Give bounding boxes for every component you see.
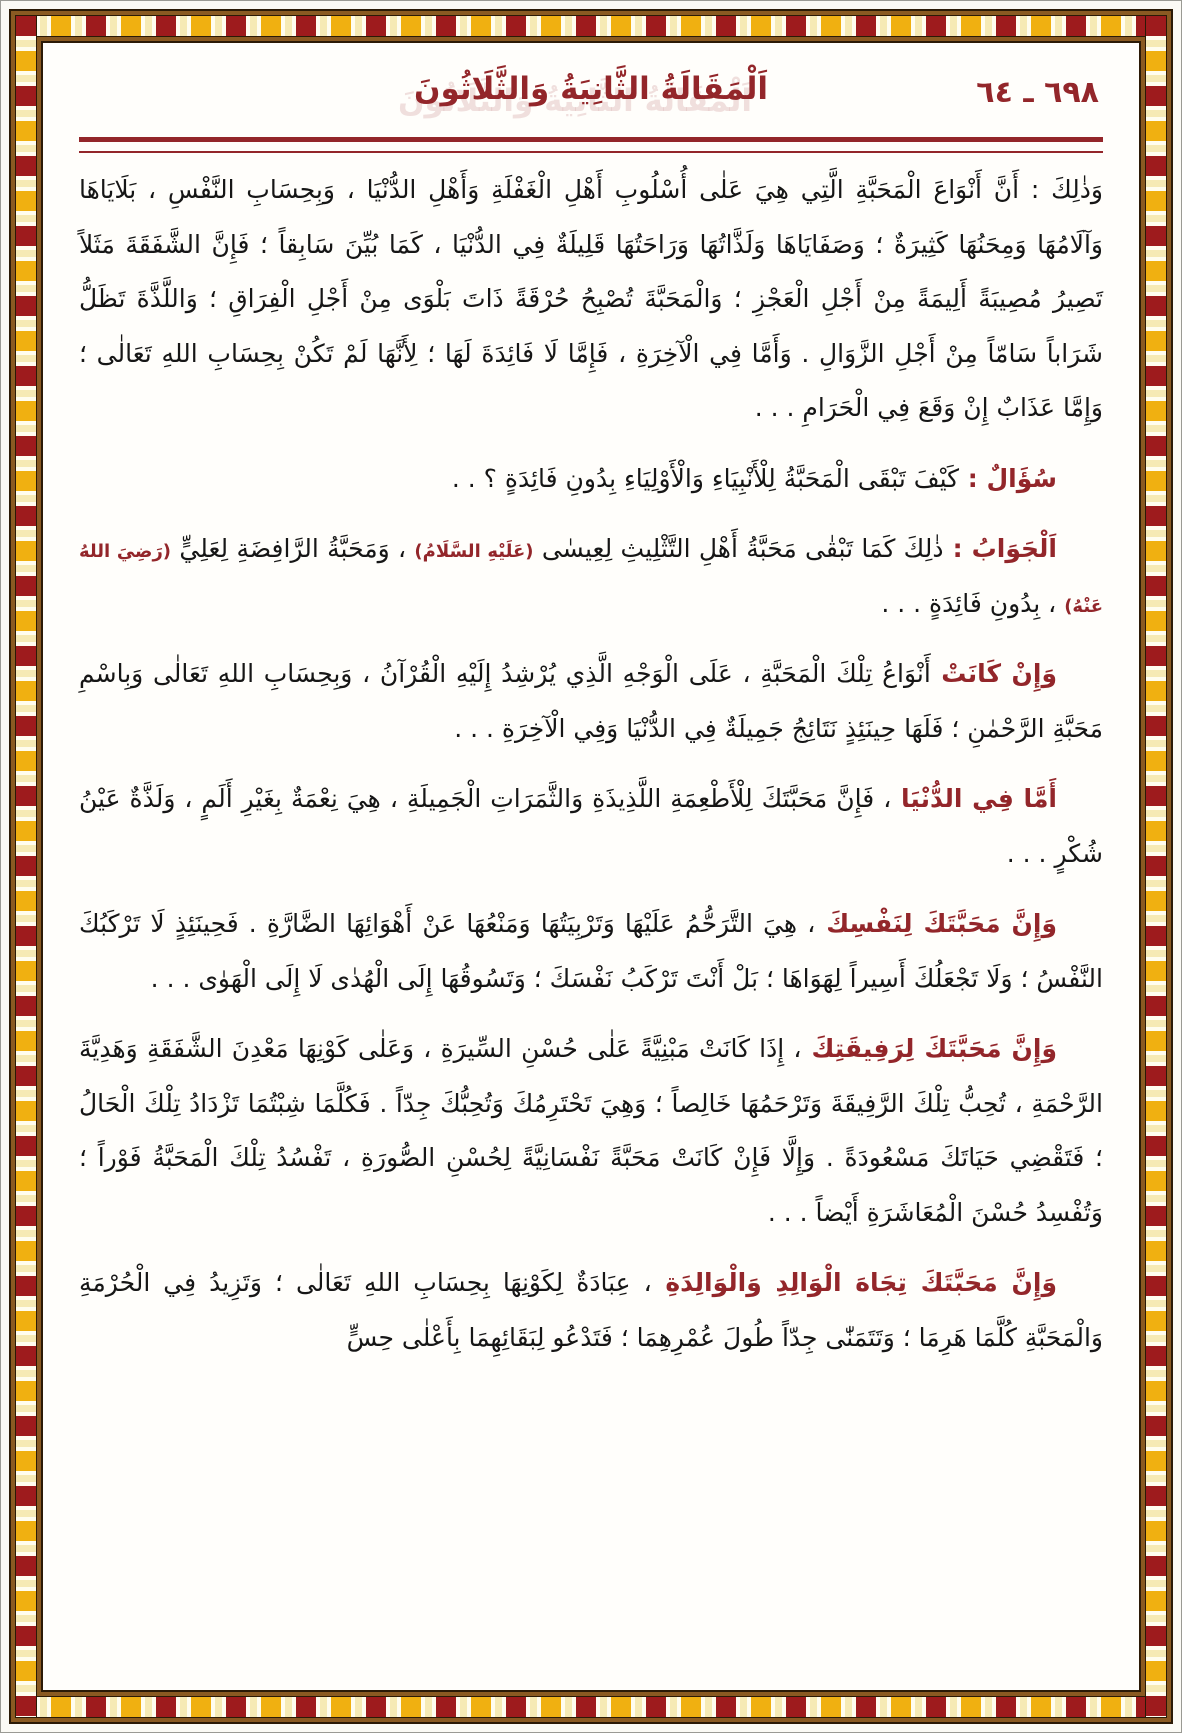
header-double-rule [79,137,1103,153]
paragraph [79,1256,1103,1365]
body-text: ، عِبَادَةٌ لِكَوْنِهَا بِحِسَابِ اللهِ تَعَالٰى ؛ وَتَزِيدُ فِي الْحُرْمَةِ وَالْمَحَبَّةِ كُلَّمَا هَرِمَا ؛ وَتَتَمَنّٰى جِدّاً طُولَ عُمْرِهِمَا ؛ فَتَدْعُو لِبَقَائِهِمَا بِأَعْلٰى حِسٍّ [79,1268,1103,1352]
paragraph [79,772,1103,881]
chain-border-right [1145,15,1167,1718]
lead-in-text: اَلْجَوَابُ : [943,534,1057,563]
body-text: ، فَإِنَّ مَحَبَّتَكَ لِلْأَطْعِمَةِ اللَّذِيذَةِ وَالثَّمَرَاتِ الْجَمِيلَةِ ، هِيَ نِعْمَةٌ بِغَيْرِ أَلَمٍ ، وَلَذَّةٌ عَيْنُ شُكْرٍ . . . [79,784,1103,868]
body-text: كَيْفَ تَبْقَى الْمَحَبَّةُ لِلْأَنْبِيَاءِ وَالْأَوْلِيَاءِ بِدُونِ فَائِدَةٍ ؟ . . [451,463,960,493]
paragraph [79,897,1103,1006]
page-title: اَلْمَقَالَةُ الثَّانِيَةُ وَالثَّلَاثُونَ [414,71,768,107]
body-text: ، وَمَحَبَّةُ الرَّافِضَةِ لِعَلِيٍّ [171,534,415,563]
page-number: ٦٩٨ ـ ٦٤ [976,75,1099,110]
page-header [79,69,1103,135]
paragraph [79,1022,1103,1240]
paragraph [79,163,1103,436]
chain-border-top [15,15,1167,37]
body-text: وَذٰلِكَ : أَنَّ أَنْوَاعَ الْمَحَبَّةِ الَّتِي هِيَ عَلٰى أُسْلُوبِ أَهْلِ الْغَفْلَةِ وَأَهْلِ الدُّنْيَا ، وَبِحِسَابِ النَّفْسِ ، بَلَايَاهَا وَآلَامُهَا وَمِحَنُهَا كَثِيرَةٌ ؛ وَصَفَايَاهَا وَلَذَّاتُهَا وَرَاحَتُهَا قَلِيلَةٌ فِي الدُّنْيَا ، كَمَا بُيِّنَ سَابِقاً ؛ فَإِنَّ الشَّفَقَةَ مَثَلاً تَصِيرُ مُصِيبَةً أَلِيمَةً مِنْ أَجْلِ الْعَجْزِ ؛ وَالْمَحَبَّةَ تُصْبِحُ حُرْقَةً ذَاتَ بَلْوَى مِنْ أَجْلِ الْفِرَاقِ ؛ وَاللَّذَّةَ تَظَلُّ شَرَاباً سَامّاً مِنْ أَجْلِ الزَّوَالِ . وَأَمَّا فِي الْآخِرَةِ ، فَإِمَّا لَا فَائِدَةَ لَهَا ؛ لِأَنَّهَا لَمْ تَكُنْ بِحِسَابِ اللهِ تَعَالٰى ؛ وَإِمَّا عَذَابٌ إِنْ وَقَعَ فِي الْحَرَامِ . . . [79,175,1103,422]
paragraph [79,647,1103,756]
lead-in-text: سُؤَالٌ : [959,463,1057,493]
chain-border-left [15,15,37,1718]
page-body [79,163,1103,1365]
body-text: ذٰلِكَ كَمَا تَبْقٰى مَحَبَّةُ أَهْلِ التَّثْلِيثِ لِعِيسٰى [533,534,944,563]
body-text: ، هِيَ التَّرَحُّمُ عَلَيْهَا وَتَرْبِيَتُهَا وَمَنْعُهَا عَنْ أَهْوَائِهَا الضَّارَّةِ . فَحِينَئِذٍ لَا تَرْكَبُكَ النَّفْسُ ؛ وَلَا تَجْعَلُكَ أَسِيراً لِهَوَاهَا ؛ بَلْ أَنْتَ تَرْكَبُ نَفْسَكَ ؛ وَتَسُوقُهَا إِلَى الْهُدٰى لَا إِلَى الْهَوٰى . . . [79,909,1103,993]
paragraph [79,452,1103,507]
lead-in-text: أَمَّا فِي الدُّنْيَا [891,784,1057,813]
body-text: ، بِدُونِ فَائِدَةٍ . . . [881,588,1065,618]
chain-border-bottom [15,1696,1167,1718]
body-text: أَنْوَاعُ تِلْكَ الْمَحَبَّةِ ، عَلَى الْوَجْهِ الَّذِي يُرْشِدُ إِلَيْهِ الْقُرْآنُ ، وَبِحِسَابِ اللهِ تَعَالٰى وَبِاسْمِ مَحَبَّةِ الرَّحْمٰنِ ؛ فَلَهَا حِينَئِذٍ نَتَائِجُ جَمِيلَةٌ فِي الدُّنْيَا وَفِي الْآخِرَةِ . . . [79,659,1103,743]
paragraph [79,522,1103,631]
body-text: ، إِذَا كَانَتْ مَبْنِيَّةً عَلٰى حُسْنِ السِّيرَةِ ، وَعَلٰى كَوْنِهَا مَعْدِنَ الشَّفَقَةِ وَهَدِيَّةَ الرَّحْمَةِ ، تُحِبُّ تِلْكَ الرَّفِيقَةَ وَتَرْحَمُهَا خَالِصاً ؛ وَهِيَ تَحْتَرِمُكَ وَتُحِبُّكَ جِدّاً . فَكُلَّمَا شِبْتُمَا تَزْدَادُ تِلْكَ الْحَالُ ؛ فَتَقْضِي حَيَاتَكَ مَسْعُودَةً . وَإِلَّا فَإِنْ كَانَتْ مَحَبَّةً نَفْسَانِيَّةً لِحُسْنِ الصُّورَةِ ، تَفْسُدُ تِلْكَ الْمَحَبَّةُ فَوْراً ؛ وَتُفْسِدُ حُسْنَ الْمُعَاشَرَةِ أَيْضاً . . . [79,1034,1103,1227]
lead-in-text: وَإِنَّ مَحَبَّتَكَ لِنَفْسِكَ [815,909,1057,938]
content-area [43,43,1139,1690]
honorific-mark: (عَلَيْهِ السَّلَامُ) [414,541,534,562]
honorific-mark: (رَضِيَ اللهُ عَنْهُ) [79,541,1103,617]
lead-in-text: وَإِنْ كَانَتْ [930,659,1057,688]
lead-in-text: وَإِنَّ مَحَبَّتَكَ تِجَاهَ الْوَالِدِ وَالْوَالِدَةِ [651,1268,1057,1297]
lead-in-text: وَإِنَّ مَحَبَّتَكَ لِرَفِيقَتِكَ [801,1034,1057,1063]
